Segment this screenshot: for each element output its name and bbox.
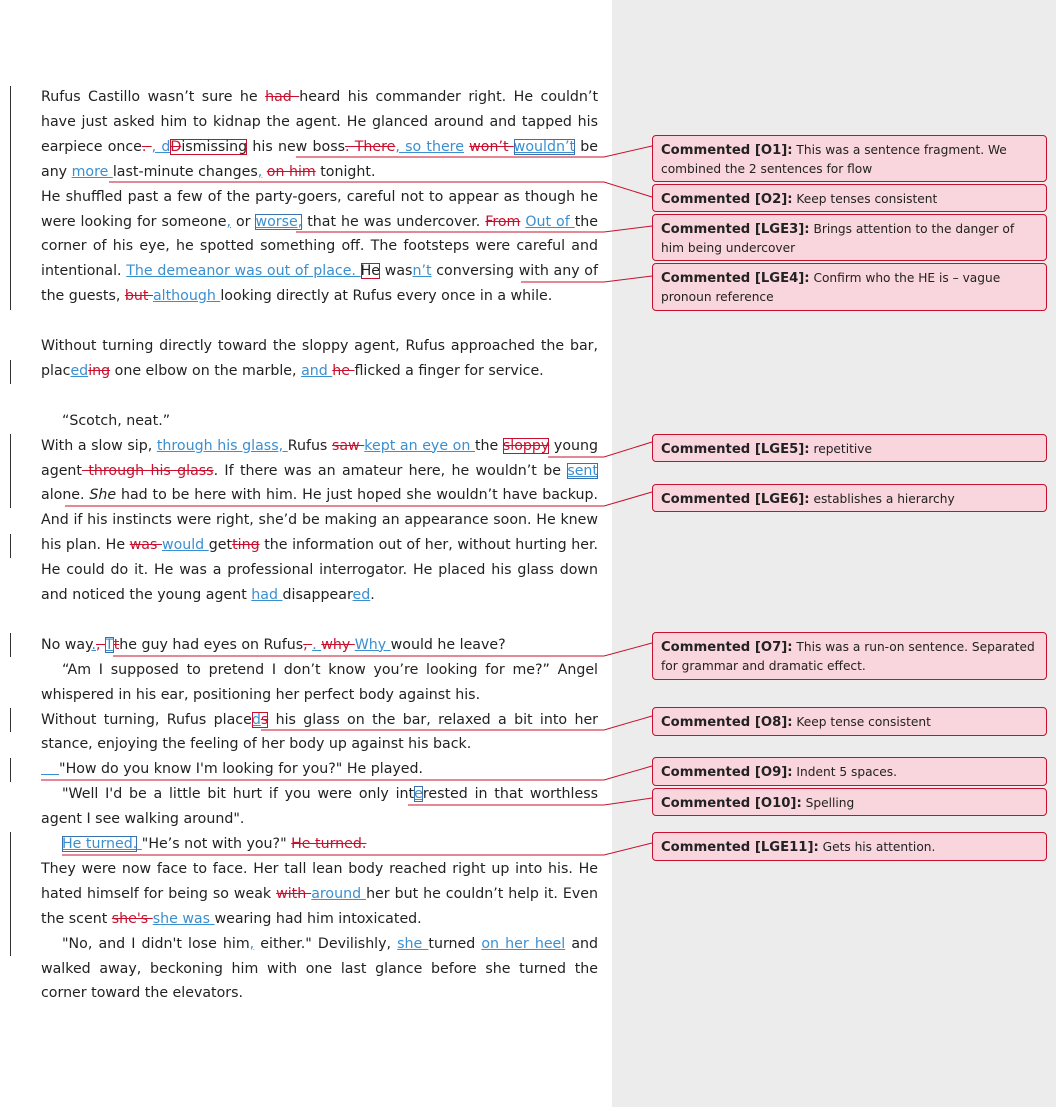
comment-label: Commented [LGE6]: (661, 492, 810, 507)
comment-text: establishes a hierarchy (813, 492, 955, 506)
comment-o8[interactable] (652, 707, 1047, 736)
comment-label: Commented [LGE11]: (661, 840, 819, 855)
paragraph[interactable]: They were now face to face. Her tall lean body reached right up into his. He hated himself for being so weak with around her but he couldn’t help it. Even the scent she's she was wearing had him intoxicated. (41, 860, 598, 927)
paragraph[interactable]: “Scotch, neat.” (62, 412, 171, 429)
change-bar (10, 534, 11, 558)
comment-text: This was a run-on sentence. Separated for grammar and dramatic effect. (661, 640, 1035, 673)
comment-lge5[interactable] (652, 434, 1047, 462)
change-bar (10, 360, 11, 384)
comment-label: Commented [O9]: (661, 765, 793, 780)
comment-lge3[interactable] (652, 214, 1047, 261)
change-bar (10, 86, 11, 186)
comment-text: Keep tenses consistent (796, 192, 938, 206)
comment-label: Commented [LGE5]: (661, 442, 810, 457)
paragraph[interactable]: No way., Tthe guy had eyes on Rufus, . why Why would he leave? (41, 636, 506, 653)
paragraph[interactable]: He turned. "He’s not with you?" He turned. (62, 836, 367, 852)
comment-label: Commented [O10]: (661, 796, 802, 811)
paragraph[interactable]: “Am I supposed to pretend I don’t know you’re looking for me?” Angel whispered in his ear, positioning her perfect body against his. (41, 661, 598, 703)
comment-o2[interactable] (652, 184, 1047, 212)
comment-label: Commented [O2]: (661, 192, 793, 207)
comment-text: Brings attention to the danger of him being undercover (661, 222, 1015, 255)
paragraph[interactable]: Without turning directly toward the sloppy agent, Rufus approached the bar, placeding one elbow on the marble, and he flicked a finger for service. (41, 338, 598, 379)
comment-label: Commented [O8]: (661, 715, 793, 730)
comment-o10[interactable] (652, 788, 1047, 816)
comment-lge4[interactable] (652, 263, 1047, 311)
change-bar (10, 708, 11, 732)
paragraph[interactable]: Without turning, Rufus placeds his glass on the bar, relaxed a bit into her stance, enjoying the feeling of her body up against his back. (41, 711, 599, 753)
comment-text: Spelling (805, 796, 855, 810)
comment-label: Commented [LGE3]: (661, 222, 810, 237)
change-bar (10, 758, 11, 782)
comment-label: Commented [O7]: (661, 640, 793, 655)
paragraph[interactable]: "How do you know I'm looking for you?" He played. (59, 761, 424, 778)
comment-label: Commented [LGE4]: (661, 271, 810, 286)
comment-label: Commented [O1]: (661, 143, 793, 158)
comment-o7[interactable] (652, 632, 1047, 680)
comment-text: Indent 5 spaces. (796, 765, 897, 779)
comment-text: Gets his attention. (822, 840, 936, 854)
paragraph[interactable]: Rufus Castillo wasn’t sure he had heard his commander right. He couldn’t have just asked him to kidnap the agent. He glanced around and tapped his earpiece once. , dDismissing his new boss. There, so there won’t wouldn’t be any more last-minute changes, on him tonight. (41, 89, 599, 180)
comment-text: This was a sentence fragment. We combined the 2 sentences for flow (661, 143, 1007, 176)
comment-text: Confirm who the HE is – vague pronoun reference (661, 271, 1001, 304)
change-bar (10, 186, 11, 310)
comment-o9[interactable] (652, 757, 1047, 786)
comment-lge6[interactable] (652, 484, 1047, 512)
paragraph[interactable]: "Well I'd be a little bit hurt if you were only interested in that worthless agent I see walking around". (41, 786, 598, 828)
comment-text: Keep tense consistent (796, 715, 931, 729)
paragraph[interactable]: With a slow sip, through his glass, Rufus saw kept an eye on the sloppy young agent through his glass. If there was an amateur here, he wouldn’t be sent alone. She had to be here with him. He just hoped she wouldn’t have backup. And if his instincts were right, she’d be making an appearance soon. He knew his plan. He was would getting the information out of her, without hurting her. He could do it. He was a professional interrogator. He placed his glass down and noticed the young agent had disappeared. (41, 437, 598, 604)
paragraph[interactable]: "No, and I didn't lose him, either." Devilishly, she turned on her heel and walked away, beckoning him with one last glance before she turned the corner toward the elevators. (41, 935, 599, 1002)
comment-o1[interactable] (652, 135, 1047, 182)
change-bar (10, 434, 11, 508)
comment-lge11[interactable] (652, 832, 1047, 861)
comment-text: repetitive (813, 442, 872, 456)
change-bar (10, 832, 11, 956)
change-bar (10, 633, 11, 657)
paragraph[interactable]: He shuffled past a few of the party-goers, careful not to appear as though he were looking for someone, or worse, that he was undercover. From Out of the corner of his eye, he spotted something off. The footsteps were careful and intentional. The demeanor was out of place. He wasn’t conversing with any of the guests, but although looking directly at Rufus every once in a while. (41, 188, 599, 305)
